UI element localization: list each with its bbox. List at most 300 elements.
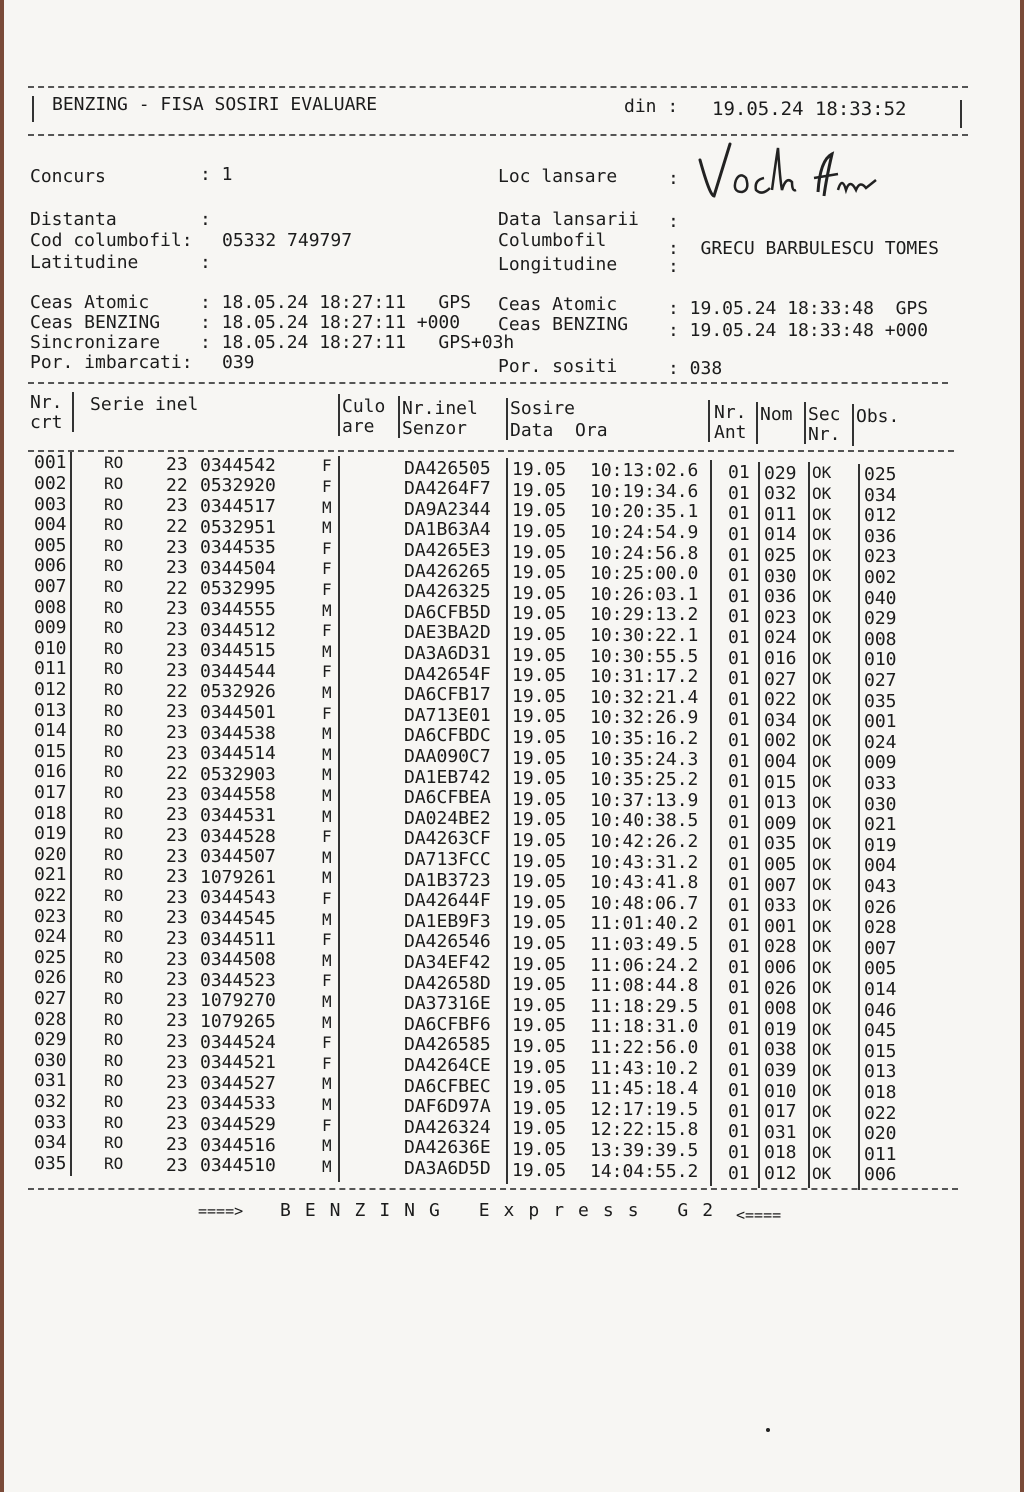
cell-nr-ant: 01 [728,585,750,607]
col-nom: Nom [760,404,793,425]
cell-obs: 036 [864,525,897,547]
cell-nr-ant: 01 [728,1038,750,1060]
cell-nr-crt: 018 [34,802,67,824]
cell-nom: 033 [764,895,797,917]
cell-sec: OK [812,669,832,689]
col-sec-1: Sec [808,404,841,425]
cell-sex: M [322,1074,332,1094]
cell-sec: OK [812,628,832,648]
cell-year: 23 [166,1031,188,1053]
cell-ring-number: 0344555 [200,598,276,620]
cell-country: RO [104,1030,124,1050]
cell-obs: 024 [864,731,897,753]
cell-sex: M [322,1012,332,1032]
cell-year: 23 [166,639,188,661]
cell-nr-ant: 01 [728,565,750,587]
cell-nr-ant: 01 [728,647,750,669]
cell-sex: M [322,765,332,785]
body-sep-6 [808,462,810,1188]
cod-columbofil-value: 05332 749797 [222,230,353,251]
cell-nr-ant: 01 [728,1162,750,1184]
cell-nr-ant: 01 [728,1059,750,1081]
cell-sec: OK [812,1122,832,1142]
cell-obs: 015 [864,1040,897,1062]
cell-ring-number: 0532903 [200,763,276,785]
cell-country: RO [104,659,124,679]
cell-nom: 007 [764,874,797,896]
cell-nr-ant: 01 [728,956,750,978]
cell-nom: 028 [764,936,797,958]
cell-nr-ant: 01 [728,874,750,896]
cell-nom: 031 [764,1121,797,1143]
cell-date: 19.05 [512,829,567,851]
cell-obs: 021 [864,814,897,836]
cell-obs: 023 [864,546,897,568]
cell-ring-number: 1079270 [200,990,276,1012]
cell-nom: 005 [764,854,797,876]
cell-sensor: DA4264CE [404,1055,491,1076]
cell-sex: M [322,744,332,764]
cell-time: 10:24:56.8 [590,542,699,564]
cell-nr-ant: 01 [728,997,750,1019]
cell-year: 23 [166,825,188,847]
cell-date: 19.05 [512,603,567,625]
ceas-atomic-start-value: : 18.05.24 18:27:11 GPS [200,292,471,313]
cell-obs: 033 [864,773,897,795]
cell-nom: 009 [764,812,797,834]
cell-country: RO [104,577,124,596]
cell-nom: 024 [764,627,797,649]
cell-country: RO [104,1112,124,1132]
cell-ring-number: 0532995 [200,578,276,600]
concurs-label: Concurs [30,166,106,187]
concurs-value: : 1 [200,164,233,185]
cell-time: 10:32:26.9 [590,707,699,729]
cell-time: 10:13:02.6 [590,460,699,482]
cell-year: 23 [166,1010,188,1032]
cell-nr-ant: 01 [728,894,750,916]
header-sep-7 [804,402,806,444]
cell-sec: OK [812,731,832,751]
cell-nr-crt: 011 [34,658,67,680]
cell-sec: OK [812,545,832,565]
cell-nr-ant: 01 [728,729,750,751]
columbofil-label: Columbofil [498,230,607,251]
cell-year: 23 [166,845,188,867]
cell-sensor: DA42658D [404,972,491,994]
cell-sensor: DA6CFBEA [404,787,491,809]
cell-sensor: DAE3BA2D [404,622,491,644]
cell-country: RO [104,638,124,658]
cell-country: RO [104,535,124,555]
data-lansarii-label: Data lansarii [498,209,639,230]
cell-sec: OK [812,586,832,606]
cell-nr-ant: 01 [728,1018,750,1040]
cell-nr-crt: 034 [34,1132,67,1154]
sincronizare-label: Sincronizare [30,332,161,353]
cell-obs: 011 [864,1143,897,1165]
cell-year: 23 [166,1113,188,1135]
cell-obs: 034 [864,484,897,506]
cell-nom: 012 [764,1163,797,1185]
sincronizare-value: : 18.05.24 18:27:11 GPS+03h [200,332,515,353]
cell-ring-number: 0344504 [200,557,276,579]
cell-sensor: DA1EB742 [404,766,491,788]
cell-date: 19.05 [512,706,567,728]
cell-sex: F [322,538,332,558]
cell-year: 23 [166,742,188,764]
cell-year: 23 [166,598,188,620]
cell-ring-number: 0344523 [200,969,276,991]
cell-nr-crt: 024 [34,926,67,948]
cell-nr-crt: 004 [34,514,67,536]
cell-sex: F [322,1115,332,1135]
header-sep-5 [708,400,710,442]
cell-sex: M [322,1095,332,1115]
latitudine-value: : [200,252,211,273]
header-top-border [28,86,968,88]
cell-time: 10:30:22.1 [590,625,699,646]
cell-sec: OK [812,607,832,627]
cell-country: RO [104,1153,124,1173]
header-sep-4 [506,398,508,440]
cell-date: 19.05 [512,809,567,831]
cell-country: RO [104,474,124,493]
cell-sex: M [322,683,332,703]
cell-country: RO [104,1050,124,1070]
cell-obs: 013 [864,1061,897,1083]
cell-nr-crt: 013 [34,699,67,721]
cell-sex: F [322,1053,332,1073]
distanta-label: Distanta [30,209,117,230]
cell-nom: 027 [764,668,797,690]
cell-ring-number: 0344524 [200,1031,276,1053]
cell-sex: M [322,1156,332,1176]
cell-nr-crt: 015 [34,740,67,762]
cell-sensor: DA37316E [404,993,491,1015]
cell-nr-ant: 01 [728,1121,750,1143]
cell-ring-number: 1079261 [200,866,276,888]
cell-nr-crt: 031 [34,1070,67,1092]
cell-nom: 036 [764,586,797,608]
cell-nr-ant: 01 [728,668,750,690]
cell-date: 19.05 [512,1159,567,1181]
cell-obs: 014 [864,979,897,1001]
col-nr-1: Nr. [30,392,63,413]
cell-nom: 035 [764,833,797,855]
cell-nr-crt: 019 [34,823,67,845]
cell-time: 13:39:39.5 [590,1140,699,1161]
cell-country: RO [104,865,124,885]
col-ant-1: Nr. [714,402,747,423]
cell-obs: 002 [864,567,897,589]
cell-nom: 019 [764,1018,797,1040]
cell-nr-crt: 020 [34,843,67,865]
cell-sec: OK [812,566,832,586]
cell-sex: F [322,559,332,579]
cell-nr-ant: 01 [728,544,750,566]
cell-sensor: DA4264F7 [404,478,491,500]
cell-sec: OK [812,689,832,709]
cell-nr-ant: 01 [728,915,750,937]
cell-time: 10:35:25.2 [590,769,699,791]
cell-country: RO [104,824,124,844]
cell-nr-crt: 035 [34,1152,67,1174]
cell-year: 23 [166,557,188,579]
body-sep-3 [506,458,508,1184]
cell-sec: OK [812,957,832,977]
cell-sensor: DA42644F [404,890,491,912]
cell-nom: 016 [764,648,797,670]
cell-time: 11:01:40.2 [590,913,699,935]
cell-country: RO [104,680,124,699]
cell-nr-ant: 01 [728,977,750,999]
cell-nom: 039 [764,1060,797,1082]
cell-sec: OK [812,1163,832,1183]
cell-date: 19.05 [512,891,567,913]
cell-year: 23 [166,1134,188,1156]
cell-sensor: DA3A6D5D [404,1158,491,1179]
cell-sex: M [322,497,332,517]
cell-year: 23 [166,783,188,805]
cell-ring-number: 0344558 [200,784,276,806]
cell-year: 23 [166,495,188,517]
cell-country: RO [104,803,124,823]
cell-sec: OK [812,525,832,545]
cell-obs: 027 [864,670,897,692]
cell-sensor: DA1EB9F3 [404,910,491,932]
cell-date: 19.05 [512,850,567,872]
cell-time: 11:45:18.4 [590,1078,699,1100]
cell-ring-number: 0532926 [200,681,276,703]
cell-time: 10:40:38.5 [590,810,699,832]
cell-obs: 022 [864,1102,897,1124]
cell-year: 23 [166,1072,188,1094]
cell-date: 19.05 [512,541,567,563]
cod-columbofil-label: Cod columbofil: [30,230,193,251]
cell-date: 19.05 [512,1015,567,1037]
cell-sec: OK [812,854,832,874]
cell-nr-crt: 028 [34,1008,67,1030]
cell-year: 23 [166,989,188,1011]
cell-nr-crt: 030 [34,1049,67,1071]
cell-nr-crt: 005 [34,534,67,556]
cell-sec: OK [812,751,832,771]
cell-country: RO [104,453,124,473]
col-sosire-1: Sosire [510,398,576,419]
col-sosire-2: Data Ora [510,420,608,441]
col-culoare-1: Culo [342,396,386,417]
cell-date: 19.05 [512,685,567,707]
cell-year: 23 [166,619,188,641]
cell-year: 23 [166,454,188,476]
cell-nom: 034 [764,709,797,731]
table-header-border [28,450,954,452]
cell-obs: 020 [864,1123,897,1145]
cell-time: 10:25:00.0 [590,563,699,585]
header-sep-1 [72,392,74,432]
cell-nr-ant: 01 [728,750,750,772]
cell-nom: 011 [764,503,797,525]
cell-sex: F [322,456,332,476]
cell-date: 19.05 [512,1138,567,1160]
cell-country: RO [104,556,124,576]
ceas-atomic-start-label: Ceas Atomic [30,292,150,313]
por-imbarcati-label: Por. imbarcati: [30,352,193,373]
cell-year: 23 [166,1092,188,1114]
cell-obs: 008 [864,628,897,650]
cell-obs: 045 [864,1020,897,1042]
cell-time: 10:43:41.8 [590,872,699,894]
cell-time: 10:26:03.1 [590,583,699,605]
cell-sex: F [322,889,332,909]
cell-time: 11:22:56.0 [590,1037,699,1058]
cell-date: 19.05 [512,644,567,666]
cell-date: 19.05 [512,582,567,604]
cell-year: 22 [166,516,188,538]
cell-sensor: DA426265 [404,560,491,582]
cell-time: 11:03:49.5 [590,934,699,955]
cell-sex: M [322,600,332,620]
cell-country: RO [104,947,124,967]
cell-nr-ant: 01 [728,791,750,813]
cell-nom: 030 [764,565,797,587]
handwritten-signature [692,140,892,204]
cell-nr-crt: 033 [34,1111,67,1133]
cell-nr-crt: 022 [34,885,67,907]
cell-sensor: DAA090C7 [404,746,491,767]
cell-nr-ant: 01 [728,832,750,854]
cell-sensor: DA426585 [404,1034,491,1056]
footer-text: BENZING Express G2 [280,1200,728,1221]
cell-time: 10:37:13.9 [590,789,699,811]
cell-sensor: DA34EF42 [404,952,491,973]
body-sep-2 [338,456,340,1182]
cell-sec: OK [812,895,832,915]
cell-ring-number: 0344535 [200,537,276,559]
cell-sec: OK [812,504,832,524]
cell-time: 11:18:29.5 [590,995,699,1017]
data-lansarii-value: : [668,211,679,232]
cell-time: 14:04:55.2 [590,1160,699,1182]
cell-nom: 004 [764,751,797,773]
cell-sensor: DA6CFBF6 [404,1013,491,1035]
cell-date: 19.05 [512,1118,567,1140]
cell-year: 23 [166,1154,188,1176]
cell-obs: 028 [864,917,897,939]
cell-nom: 032 [764,483,797,505]
cell-country: RO [104,989,124,1008]
cell-nr-ant: 01 [728,812,750,834]
cell-sensor: DA024BE2 [404,807,491,829]
cell-sensor: DA4265E3 [404,540,491,561]
cell-date: 19.05 [512,562,567,584]
cell-country: RO [104,844,124,864]
cell-sensor: DA4263CF [404,828,491,850]
cell-sensor: DA713E01 [404,704,491,726]
cell-obs: 004 [864,855,897,877]
cell-sensor: DA1B3723 [404,869,491,891]
cell-country: RO [104,886,124,905]
cell-sex: M [322,641,332,661]
cell-time: 10:32:21.4 [590,686,699,708]
cell-sex: M [322,724,332,744]
header-sep-2 [338,394,340,436]
cell-date: 19.05 [512,500,567,522]
table-top-border [28,382,948,384]
cell-sex: M [322,847,332,867]
cell-sensor: DA42636E [404,1137,491,1159]
cell-sex: M [322,992,332,1012]
cell-time: 10:35:24.3 [590,748,699,770]
ceas-benzing-end-label: Ceas BENZING [498,314,629,335]
cell-ring-number: 0344544 [200,660,276,682]
cell-nom: 015 [764,771,797,793]
cell-date: 19.05 [512,479,567,501]
cell-obs: 025 [864,464,897,486]
cell-time: 10:29:13.2 [590,604,699,626]
cell-ring-number: 0344515 [200,640,276,662]
cell-sec: OK [812,1019,832,1039]
cell-sec: OK [812,792,832,812]
cell-time: 10:42:26.2 [590,831,699,852]
cell-sex: F [322,580,332,600]
header-left-bar [32,96,34,122]
cell-sensor: DA6CFBDC [404,725,491,747]
cell-sec: OK [812,916,832,936]
cell-sex: F [322,477,332,497]
body-sep-1 [70,452,72,1176]
cell-nr-crt: 025 [34,946,67,968]
cell-nr-ant: 01 [728,1080,750,1102]
header-sep-8 [852,404,854,446]
cell-sec: OK [812,813,832,833]
cell-country: RO [104,1009,124,1029]
cell-country: RO [104,762,124,782]
cell-ring-number: 0532920 [200,475,276,497]
cell-sex: M [322,806,332,826]
cell-date: 19.05 [512,871,567,893]
cell-nom: 026 [764,977,797,999]
cell-nr-crt: 017 [34,782,67,804]
cell-sensor: DA426546 [404,931,491,953]
cell-nom: 001 [764,915,797,937]
cell-sec: OK [812,1101,832,1121]
cell-nom: 010 [764,1080,797,1102]
cell-country: RO [104,968,124,988]
cell-sec: OK [812,648,832,668]
cell-obs: 005 [864,958,897,980]
cell-country: RO [104,927,124,947]
cell-sensor: DAF6D97A [404,1096,491,1118]
cell-obs: 018 [864,1082,897,1104]
cell-nr-ant: 01 [728,606,750,628]
body-sep-5 [758,462,760,1188]
cell-nr-ant: 01 [728,1141,750,1163]
cell-sensor: DA426324 [404,1116,491,1138]
cell-sex: F [322,930,332,950]
cell-sex: M [322,950,332,970]
cell-sensor: DA426325 [404,581,491,603]
cell-obs: 029 [864,608,897,630]
ceas-benzing-end-value: : 19.05.24 18:33:48 +000 [668,320,929,341]
col-ant-2: Ant [714,422,747,443]
cell-nr-crt: 014 [34,720,67,742]
cell-sec: OK [812,483,832,503]
cell-obs: 035 [864,690,897,712]
cell-ring-number: 0344527 [200,1072,276,1094]
distanta-value: : [200,209,211,230]
